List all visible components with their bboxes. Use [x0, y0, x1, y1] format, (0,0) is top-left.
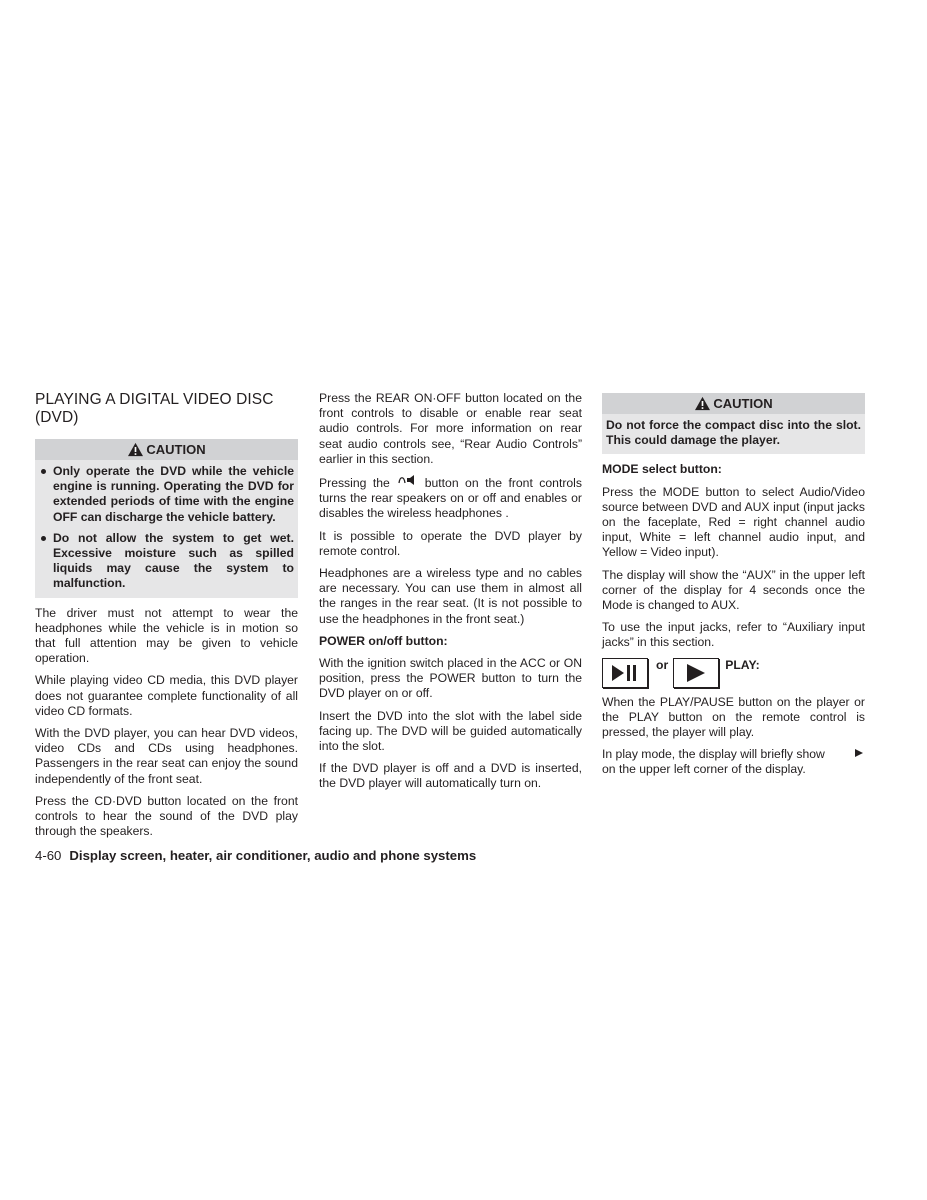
- chapter-title: Display screen, heater, air conditioner, audio and phone systems: [69, 848, 477, 863]
- paragraph: It is possible to operate the DVD player by remote control.: [319, 528, 582, 558]
- caution-box-1: [35, 439, 298, 598]
- warning-triangle-icon: [694, 396, 711, 411]
- text-before-icon: Pressing the: [319, 476, 390, 491]
- paragraph: To use the input jacks, refer to “Auxiliary input jacks” in this section.: [602, 620, 865, 650]
- paragraph: The driver must not attempt to wear the headphones while the vehicle is in motion so that full attention may be given to vehicle operation.: [35, 605, 298, 666]
- caution-body-2: [602, 414, 865, 454]
- caution-item: Only operate the DVD while the vehicle engine is running. Operating the DVD for extended periods of time with the engine OFF can discharge the vehicle battery.: [39, 464, 294, 525]
- paragraph: With the ignition switch placed in the ACC or ON position, press the POWER button to turn the DVD player on or off.: [319, 656, 582, 701]
- paragraph: In play mode, the display will briefly show on the upper left corner of the display.: [602, 747, 825, 777]
- paragraph: Press the CD·DVD button located on the front controls to hear the sound of the DVD play through the speakers.: [35, 793, 298, 839]
- play-pause-icon: [602, 658, 648, 688]
- caution-text: Do not force the compact disc into the slot. This could damage the player.: [606, 418, 861, 448]
- paragraph-speaker-button: [319, 474, 582, 522]
- caution-label: CAUTION: [713, 396, 773, 411]
- paragraph: Headphones are a wireless type and no cables are necessary. You can use them in almost all the ranges in the rear seat. (It is not possible to use the headphones in the front seat.): [319, 566, 582, 626]
- headphone-speaker-icon: [396, 474, 418, 489]
- column-2: [319, 391, 582, 799]
- text-after-icon: button on the front controls turns the rear speakers on or off and enables or disables the wireless headphones .: [319, 476, 582, 521]
- caution-item: Do not allow the system to get wet. Excessive moisture such as spilled liquids may cause the system to malfunction.: [39, 531, 294, 592]
- page-footer: [35, 848, 476, 863]
- caution-label: CAUTION: [146, 442, 206, 457]
- paragraph: With the DVD player, you can hear DVD videos, video CDs and CDs using headphones. Passengers in the rear seat can enjoy the sound independently of the front seat.: [35, 726, 298, 786]
- play-indicator-icon: [853, 748, 865, 758]
- caution-header-1: [35, 439, 298, 460]
- paragraph: Press the REAR ON·OFF button located on the front controls to disable or enable rear seat audio controls. For more information on rear seat audio controls see, “Rear Audio Controls” earlier in this section.: [319, 391, 582, 466]
- mode-heading: MODE select button:: [602, 462, 722, 477]
- caution-header-2: [602, 393, 865, 414]
- or-label: or: [656, 657, 669, 672]
- paragraph: Press the MODE button to select Audio/Video source between DVD and AUX input (input jacks on the faceplate, Red = right channel audio input, White = left channel audio input, and Yellow = Video input).: [602, 484, 865, 560]
- play-button-row: [602, 658, 865, 688]
- column-1: [35, 391, 298, 846]
- play-mode-paragraph: [602, 747, 865, 777]
- paragraph: Insert the DVD into the slot with the label side facing up. The DVD will be guided automatically into the slot.: [319, 708, 582, 754]
- column-3: [602, 391, 865, 778]
- caution-body-1: [35, 460, 298, 598]
- section-title: PLAYING A DIGITAL VIDEO DISC (DVD): [35, 391, 274, 426]
- warning-triangle-icon: [127, 442, 144, 457]
- page-number: 4-60: [35, 848, 62, 863]
- paragraph: When the PLAY/PAUSE button on the player or the PLAY button on the remote control is pressed, the player will play.: [602, 694, 865, 740]
- paragraph: The display will show the “AUX” in the upper left corner of the display for 4 seconds once the Mode is changed to AUX.: [602, 567, 865, 613]
- play-icon: [673, 658, 719, 688]
- play-label: PLAY:: [725, 657, 760, 672]
- caution-box-2: [602, 393, 865, 454]
- paragraph: While playing video CD media, this DVD player does not guarantee complete functionality of all video CD formats.: [35, 673, 298, 718]
- paragraph: If the DVD player is off and a DVD is inserted, the DVD player will automatically turn on.: [319, 761, 582, 791]
- power-heading: POWER on/off button:: [319, 633, 448, 648]
